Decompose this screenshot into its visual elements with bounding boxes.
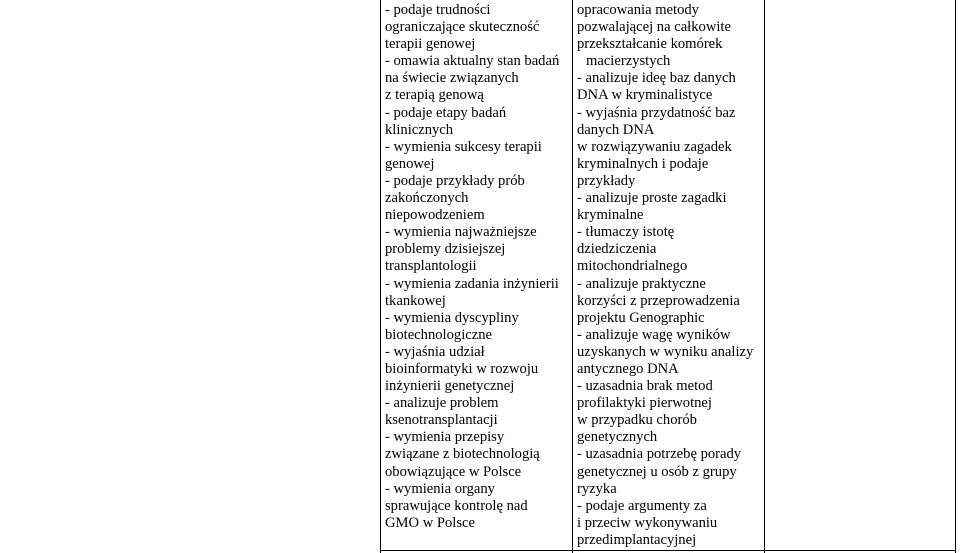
list-item: z terapią genową bbox=[385, 87, 484, 104]
column-divider-right bbox=[764, 0, 765, 553]
list-item: klinicznych bbox=[385, 121, 454, 138]
list-item: w rozwiązywaniu zagadek bbox=[577, 138, 732, 155]
list-item: genetycznych bbox=[577, 429, 658, 446]
list-item: - wymienia sukcesy terapii bbox=[385, 138, 542, 155]
list-item: - wyjaśnia przydatność baz bbox=[577, 104, 736, 121]
list-item: pozwalającej na całkowite bbox=[577, 19, 731, 36]
table-border-left bbox=[380, 0, 381, 553]
list-item: zakończonych bbox=[385, 190, 469, 207]
list-item: bioinformatyki w rozwoju bbox=[385, 360, 539, 377]
list-item: biotechnologiczne bbox=[385, 326, 492, 343]
list-item: - podaje trudności bbox=[385, 2, 491, 18]
list-item: - podaje przykłady prób bbox=[385, 172, 525, 189]
list-item: tkankowej bbox=[385, 292, 446, 309]
list-item: na świecie związanych bbox=[385, 70, 519, 87]
list-item: i przeciw wykonywaniu bbox=[577, 514, 718, 531]
list-item: genetycznej u osób z grupy bbox=[577, 463, 737, 480]
list-item: kryminalne bbox=[577, 207, 644, 224]
list-item: - wyjaśnia udział bbox=[385, 343, 485, 360]
list-item: - wymienia najważniejsze bbox=[385, 224, 537, 241]
column-divider bbox=[572, 0, 573, 553]
table-cell-column-b bbox=[577, 2, 753, 549]
list-item: uzyskanych w wyniku analizy bbox=[577, 343, 754, 360]
list-item: ograniczające skuteczność bbox=[385, 19, 540, 36]
list-item: transplantologii bbox=[385, 258, 477, 275]
list-item: ksenotransplantacji bbox=[385, 412, 498, 429]
list-item: - analizuje ideę baz danych bbox=[577, 70, 736, 87]
list-item: profilaktyki pierwotnej bbox=[577, 395, 712, 412]
list-item: związane z biotechnologią bbox=[385, 446, 540, 463]
list-item: macierzystych bbox=[586, 53, 671, 70]
list-item: - wymienia zadania inżynierii bbox=[385, 275, 559, 292]
list-item: - podaje etapy badań bbox=[385, 104, 507, 121]
list-item: GMO w Polsce bbox=[385, 514, 475, 531]
table-border-right bbox=[955, 0, 956, 553]
list-item: mitochondrialnego bbox=[577, 258, 688, 275]
list-item: projektu Genographic bbox=[577, 309, 705, 326]
list-item: - analizuje praktyczne bbox=[577, 275, 706, 292]
list-item: genowej bbox=[385, 155, 435, 172]
table-cell-column-a bbox=[385, 2, 559, 532]
list-item: - analizuje problem bbox=[385, 395, 499, 412]
list-item: - wymienia organy bbox=[385, 480, 495, 497]
list-item: kryminalnych i podaje bbox=[577, 155, 709, 172]
list-item: - analizuje wagę wyników bbox=[577, 326, 731, 343]
list-item: - omawia aktualny stan badań bbox=[385, 53, 560, 70]
table-border-bottom bbox=[380, 550, 956, 551]
list-item: - tłumaczy istotę bbox=[577, 224, 675, 241]
list-item: problemy dzisiejszej bbox=[385, 241, 506, 258]
list-item: - wymienia przepisy bbox=[385, 429, 505, 446]
list-item: przedimplantacyjnej bbox=[577, 531, 697, 548]
list-item: obowiązujące w Polsce bbox=[385, 463, 522, 480]
list-item: terapii genowej bbox=[385, 36, 476, 53]
list-item: dziedziczenia bbox=[577, 241, 657, 258]
list-item: przekształcanie komórek bbox=[577, 36, 723, 53]
list-item: inżynierii genetycznej bbox=[385, 378, 515, 395]
list-item: korzyści z przeprowadzenia bbox=[577, 292, 740, 309]
list-item: DNA w kryminalistyce bbox=[577, 87, 713, 104]
list-item: w przypadku chorób bbox=[577, 412, 697, 429]
list-item: - uzasadnia brak metod bbox=[577, 378, 713, 395]
list-item: danych DNA bbox=[577, 121, 655, 138]
list-item: - podaje argumenty za bbox=[577, 497, 707, 514]
list-item: przykłady bbox=[577, 172, 636, 189]
list-item: antycznego DNA bbox=[577, 360, 679, 377]
list-item: - analizuje proste zagadki bbox=[577, 190, 727, 207]
list-item: niepowodzeniem bbox=[385, 207, 485, 224]
list-item: ryzyka bbox=[577, 480, 617, 497]
list-item: - wymienia dyscypliny bbox=[385, 309, 519, 326]
list-item: opracowania metody bbox=[577, 2, 699, 18]
list-item: - uzasadnia potrzebę porady bbox=[577, 446, 742, 463]
list-item: sprawujące kontrolę nad bbox=[385, 497, 528, 514]
